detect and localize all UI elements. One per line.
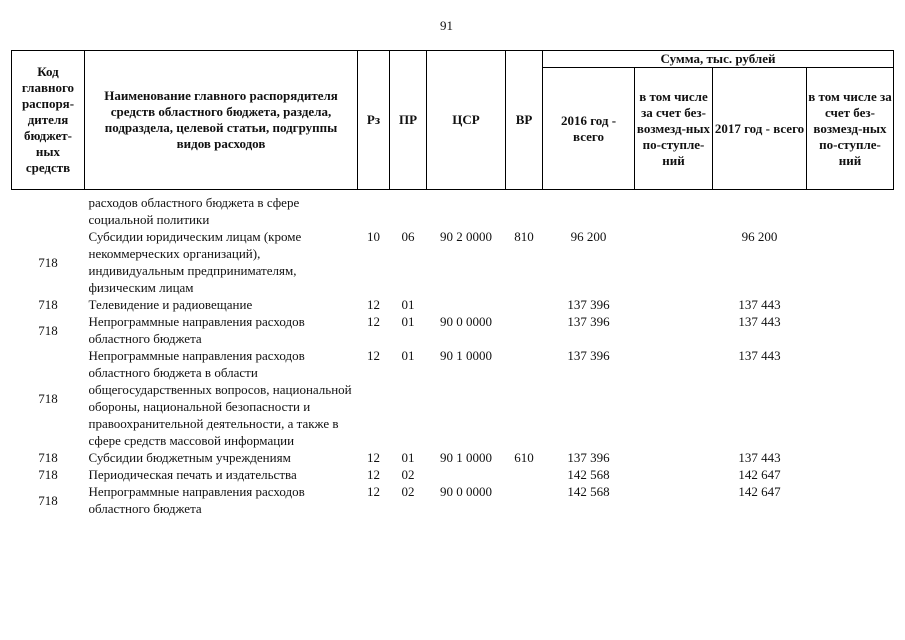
row-2017-total-cell: 137 443 (738, 450, 781, 465)
header-csr: ЦСР (427, 51, 506, 190)
header-pr: ПР (390, 51, 427, 190)
row-name-cell: Непрограммные направления расходов областного бюджета (88, 484, 305, 516)
row-2017-total-cell: 142 647 (738, 484, 781, 499)
row-csr-cell: 90 2 0000 (440, 229, 492, 244)
header-2016-gratis: в том числе за счет без-возмезд-ных по-ступле-ний (635, 68, 713, 190)
row-name-cell: Телевидение и радиовещание (88, 297, 253, 312)
row-rz-cell: 12 (367, 484, 380, 499)
row-vr-cell: 810 (514, 229, 534, 244)
row-2016-total-cell: 142 568 (567, 467, 610, 482)
row-2017-total-cell: 137 443 (738, 348, 781, 363)
row-csr-cell: 90 1 0000 (440, 348, 492, 363)
row-pr-cell: 01 (401, 450, 415, 465)
row-2016-gratis-cell (635, 313, 713, 347)
header-rz: Рз (358, 51, 390, 190)
row-pr-cell: 02 (401, 484, 415, 499)
row-csr-cell: 90 0 0000 (440, 484, 492, 499)
table-row (12, 466, 894, 483)
table-row (12, 483, 894, 517)
row-2017-gratis-cell (807, 228, 894, 296)
row-2016-total-cell (543, 190, 635, 229)
budget-table (11, 50, 894, 517)
row-2017-gratis-cell (807, 466, 894, 483)
row-csr-cell: 90 1 0000 (440, 450, 492, 465)
row-code-cell: 718 (38, 467, 58, 482)
row-name-cell: Субсидии бюджетным учреждениям (88, 450, 291, 465)
row-2016-total-cell: 137 396 (567, 348, 610, 363)
row-name-cell: Периодическая печать и издательства (88, 467, 297, 482)
header-2017-gratis: в том числе за счет без-возмезд-ных по-ступле-ний (807, 68, 894, 190)
table-row (12, 347, 894, 449)
row-2017-gratis-cell (807, 313, 894, 347)
row-2017-total-cell: 137 443 (738, 297, 781, 312)
row-code-cell (12, 190, 85, 229)
row-csr-cell (427, 296, 506, 313)
row-rz-cell (358, 190, 390, 229)
row-rz-cell: 12 (367, 450, 380, 465)
header-2016-total: 2016 год - всего (543, 68, 635, 190)
table-row (12, 449, 894, 466)
row-pr-cell: 01 (401, 314, 415, 329)
row-vr-cell: 610 (514, 450, 534, 465)
row-vr-cell (506, 347, 543, 449)
table-row (12, 313, 894, 347)
row-vr-cell (506, 483, 543, 517)
row-2016-total-cell: 142 568 (567, 484, 610, 499)
row-2016-gratis-cell (635, 449, 713, 466)
row-code-cell: 718 (38, 450, 58, 465)
header-name: Наименование главного распорядителя средств областного бюджета, раздела, подраздела, целевой статьи, подгруппы видов расходов (85, 51, 358, 190)
row-2016-gratis-cell (635, 190, 713, 229)
row-2017-gratis-cell (807, 190, 894, 229)
row-2016-total-cell: 137 396 (567, 450, 610, 465)
row-2017-gratis-cell (807, 296, 894, 313)
page-number: 91 (440, 18, 453, 33)
header-sum: Сумма, тыс. рублей (543, 51, 894, 68)
row-2017-gratis-cell (807, 483, 894, 517)
row-2017-gratis-cell (807, 449, 894, 466)
row-2016-total-cell: 137 396 (567, 297, 610, 312)
table-body (12, 190, 894, 518)
table-row (12, 296, 894, 313)
row-csr-cell: 90 0 0000 (440, 314, 492, 329)
row-2016-gratis-cell (635, 483, 713, 517)
header-vr: ВР (506, 51, 543, 190)
row-csr-cell (427, 190, 506, 229)
row-csr-cell (427, 466, 506, 483)
row-name-cell: расходов областного бюджета в сфере социальной политики (88, 195, 300, 227)
row-name-cell: Субсидии юридическим лицам (кроме некоммерческих организаций), индивидуальным предпринимателям, физическим лицам (88, 229, 302, 295)
row-2017-total-cell: 96 200 (741, 229, 778, 244)
row-2017-total-cell: 137 443 (738, 314, 781, 329)
row-vr-cell (506, 313, 543, 347)
row-code-cell: 718 (38, 390, 58, 406)
row-rz-cell: 12 (367, 297, 380, 312)
table-row (12, 190, 894, 229)
row-2016-gratis-cell (635, 296, 713, 313)
row-pr-cell: 06 (401, 229, 415, 244)
row-2017-total-cell: 142 647 (738, 467, 781, 482)
row-2017-gratis-cell (807, 347, 894, 449)
row-pr-cell: 01 (401, 348, 415, 363)
row-vr-cell (506, 296, 543, 313)
row-code-cell: 718 (38, 492, 58, 508)
row-rz-cell: 12 (367, 467, 380, 482)
header-2017-total: 2017 год - всего (713, 68, 807, 190)
row-vr-cell (506, 466, 543, 483)
table-header (12, 51, 894, 190)
row-2016-total-cell: 137 396 (567, 314, 610, 329)
row-rz-cell: 12 (367, 348, 380, 363)
row-code-cell: 718 (38, 322, 58, 338)
row-code-cell: 718 (38, 297, 58, 312)
table-row (12, 228, 894, 296)
row-name-cell: Непрограммные направления расходов областного бюджета в области общегосударственных вопросов, национальной обороны, национальной безопасности и правоохранительной деятельности, а также в сфере средств массовой информации (88, 348, 352, 448)
header-code: Код главного распоря-дителя бюджет-ных средств (12, 51, 85, 190)
row-vr-cell (506, 190, 543, 229)
row-pr-cell: 02 (401, 467, 415, 482)
row-code-cell: 718 (38, 254, 58, 270)
row-name-cell: Непрограммные направления расходов областного бюджета (88, 314, 305, 346)
row-pr-cell: 01 (401, 297, 415, 312)
row-2017-total-cell (713, 190, 807, 229)
row-rz-cell: 10 (367, 229, 380, 244)
row-pr-cell (390, 190, 427, 229)
row-2016-gratis-cell (635, 347, 713, 449)
row-rz-cell: 12 (367, 314, 380, 329)
row-2016-total-cell: 96 200 (570, 229, 607, 244)
row-2016-gratis-cell (635, 466, 713, 483)
row-2016-gratis-cell (635, 228, 713, 296)
